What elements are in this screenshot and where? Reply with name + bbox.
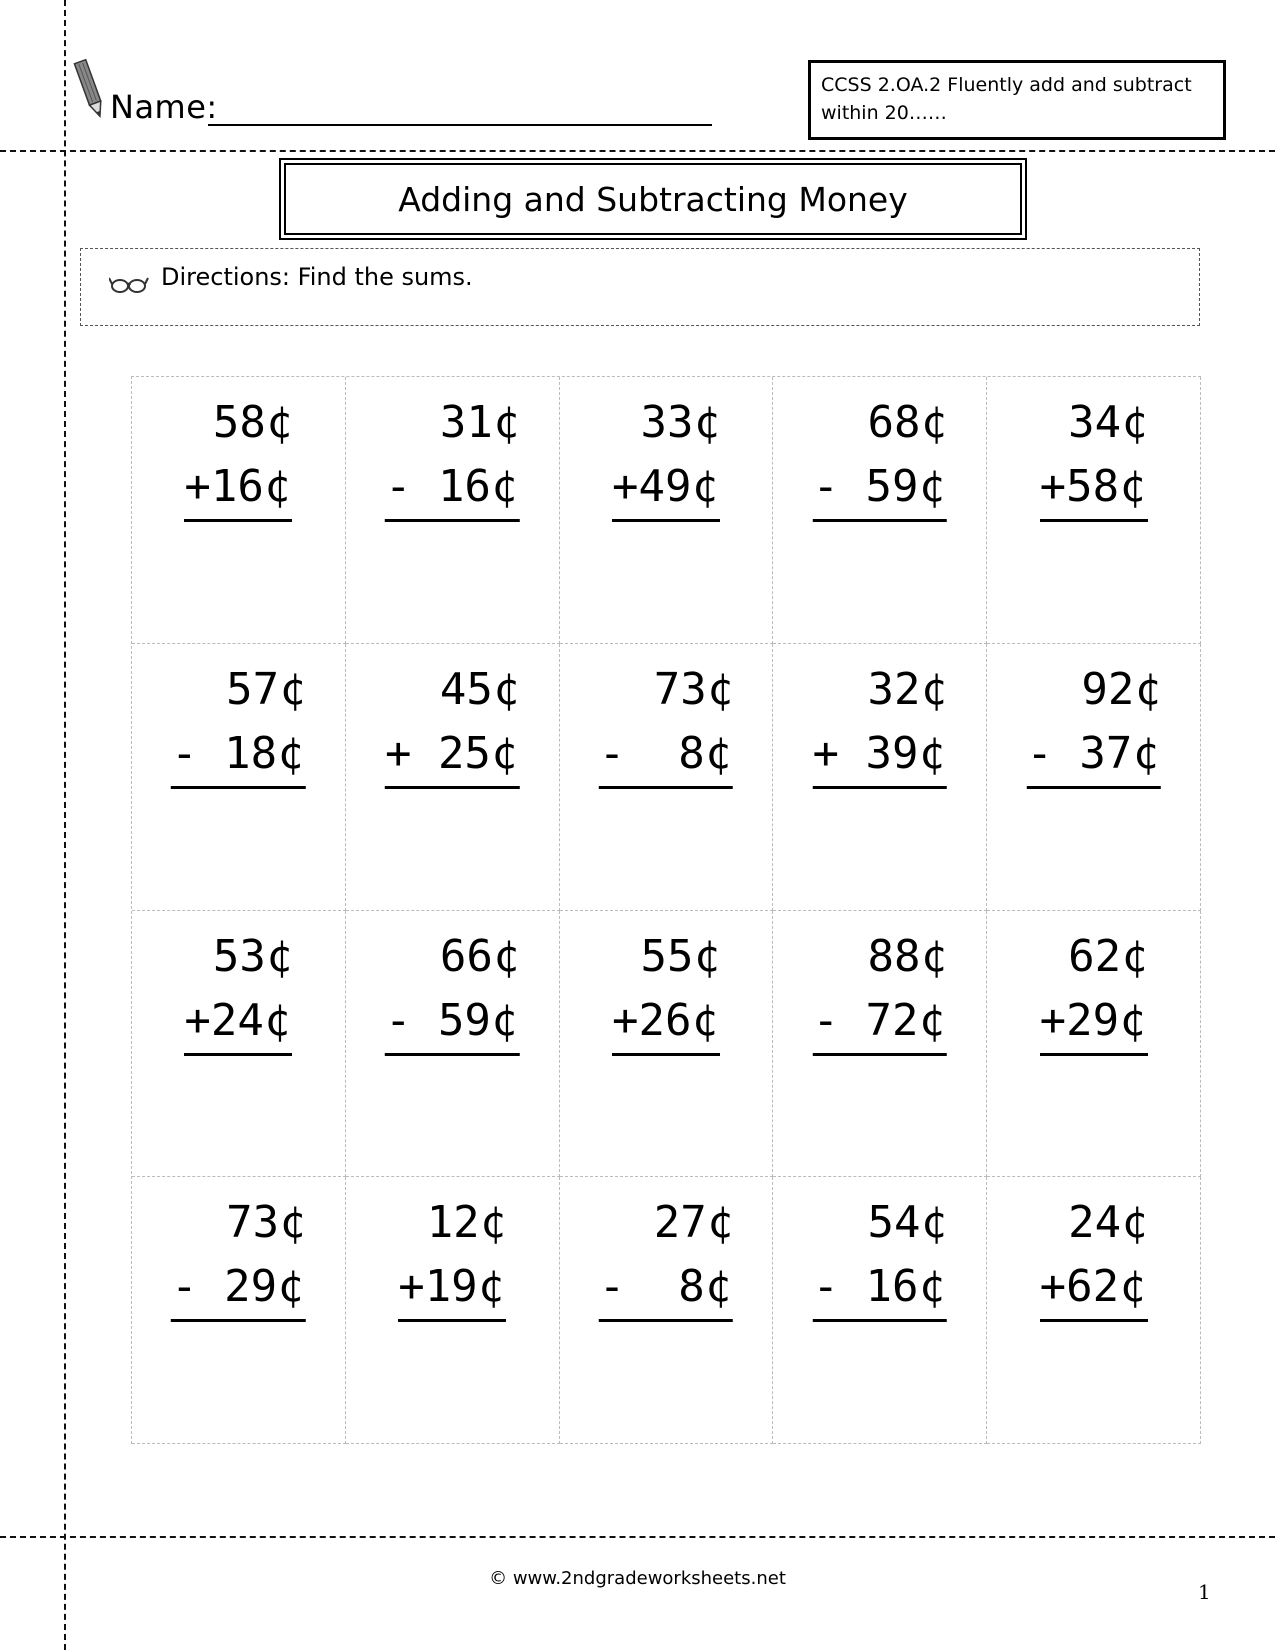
problem-cell[interactable] xyxy=(132,1177,346,1444)
copyright-footer: © www.2ndgradeworksheets.net xyxy=(489,1568,786,1589)
problem-bottom: + 25¢ xyxy=(385,722,519,789)
problem-cell[interactable] xyxy=(560,644,774,911)
problem xyxy=(184,391,292,522)
problem xyxy=(1040,391,1148,522)
problem-bottom: + 39¢ xyxy=(813,722,947,789)
problem-cell[interactable] xyxy=(560,911,774,1178)
problem-bottom: +24¢ xyxy=(184,989,292,1056)
directions-text xyxy=(161,263,473,291)
problem-cell[interactable] xyxy=(132,644,346,911)
problem-cell[interactable] xyxy=(346,644,560,911)
bottom-dashed-line xyxy=(0,1536,1275,1538)
problem-cell[interactable] xyxy=(773,911,987,1178)
problem-bottom: - 8¢ xyxy=(599,1255,733,1322)
name-write-line[interactable] xyxy=(208,124,712,126)
problem-bottom: +62¢ xyxy=(1040,1255,1148,1322)
name-label: Name: xyxy=(110,88,218,126)
problem-bottom: +58¢ xyxy=(1040,455,1148,522)
problem-cell[interactable] xyxy=(560,377,774,644)
problem xyxy=(1026,658,1160,789)
standard-line-2: within 20…… xyxy=(821,102,947,124)
problem-top: 45¢ xyxy=(439,663,520,715)
problem xyxy=(813,658,947,789)
problem-bottom: - 18¢ xyxy=(171,722,305,789)
problem-top: 32¢ xyxy=(867,663,948,715)
problem xyxy=(813,391,947,522)
problem-cell[interactable] xyxy=(132,911,346,1178)
problem-top: 24¢ xyxy=(1068,1197,1148,1249)
problem-bottom: - 29¢ xyxy=(171,1255,305,1322)
problem-bottom: - 72¢ xyxy=(813,989,947,1056)
problem-bottom: - 8¢ xyxy=(599,722,733,789)
pencil-icon xyxy=(72,56,108,122)
problem-cell[interactable] xyxy=(987,377,1201,644)
problem-bottom: +16¢ xyxy=(184,455,292,522)
standard-box xyxy=(808,60,1226,140)
problem-top: 55¢ xyxy=(640,930,720,982)
problem xyxy=(599,1191,733,1322)
problem-top: 62¢ xyxy=(1068,930,1148,982)
problem xyxy=(612,391,720,522)
problem-cell[interactable] xyxy=(346,377,560,644)
problem-top: 31¢ xyxy=(439,397,520,448)
problem-top: 66¢ xyxy=(439,930,520,982)
glasses-icon xyxy=(109,273,149,295)
problem-cell[interactable] xyxy=(773,1177,987,1444)
title-box xyxy=(279,158,1027,240)
problem xyxy=(171,658,305,789)
problem-top: 68¢ xyxy=(867,397,948,448)
problem xyxy=(599,658,733,789)
problem-top: 57¢ xyxy=(226,663,306,715)
standard-line-1: CCSS 2.OA.2 Fluently add and subtract xyxy=(821,74,1192,96)
problem-top: 53¢ xyxy=(212,930,293,982)
problem-bottom: - 59¢ xyxy=(813,455,947,522)
problem xyxy=(385,658,519,789)
problem xyxy=(1040,925,1148,1056)
page-number: 1 xyxy=(1198,1580,1211,1604)
problem xyxy=(385,391,519,522)
directions-label: Directions: xyxy=(161,263,291,291)
problem-cell[interactable] xyxy=(132,377,346,644)
problem-bottom: - 16¢ xyxy=(813,1255,947,1322)
problem-cell[interactable] xyxy=(987,1177,1201,1444)
problem xyxy=(813,1191,947,1322)
problem-bottom: - 16¢ xyxy=(385,455,519,522)
problem-top: 27¢ xyxy=(653,1197,734,1249)
problem-cell[interactable] xyxy=(773,377,987,644)
problem-grid xyxy=(131,376,1201,1444)
problem xyxy=(813,925,947,1056)
page-title: Adding and Subtracting Money xyxy=(284,163,1022,235)
margin-vertical-dashed-line xyxy=(64,0,66,1650)
problem-top: 73¢ xyxy=(226,1197,306,1249)
problem-bottom: +49¢ xyxy=(612,455,720,522)
problem-top: 73¢ xyxy=(653,663,734,715)
problem-bottom: - 59¢ xyxy=(385,989,519,1056)
problem-cell[interactable] xyxy=(346,911,560,1178)
problem-cell[interactable] xyxy=(560,1177,774,1444)
problem-top: 34¢ xyxy=(1068,397,1148,448)
problem-top: 88¢ xyxy=(867,930,948,982)
problem-bottom: +19¢ xyxy=(398,1255,506,1322)
problem-top: 92¢ xyxy=(1081,663,1161,715)
problem xyxy=(171,1191,305,1322)
problem-bottom: - 37¢ xyxy=(1026,722,1160,789)
problem-cell[interactable] xyxy=(987,911,1201,1178)
problem xyxy=(398,1191,506,1322)
directions-instruction: Find the sums. xyxy=(290,263,473,291)
problem-bottom: +26¢ xyxy=(612,989,720,1056)
problem xyxy=(385,925,519,1056)
problem xyxy=(1040,1191,1148,1322)
problem-top: 12¢ xyxy=(426,1197,507,1249)
top-dashed-line xyxy=(0,150,1275,152)
problem-top: 58¢ xyxy=(212,397,293,448)
problem-cell[interactable] xyxy=(346,1177,560,1444)
problem xyxy=(184,925,292,1056)
problem-top: 54¢ xyxy=(867,1197,948,1249)
problem-bottom: +29¢ xyxy=(1040,989,1148,1056)
directions-box xyxy=(80,248,1200,326)
problem-cell[interactable] xyxy=(987,644,1201,911)
problem-cell[interactable] xyxy=(773,644,987,911)
problem-top: 33¢ xyxy=(640,397,720,448)
problem xyxy=(612,925,720,1056)
